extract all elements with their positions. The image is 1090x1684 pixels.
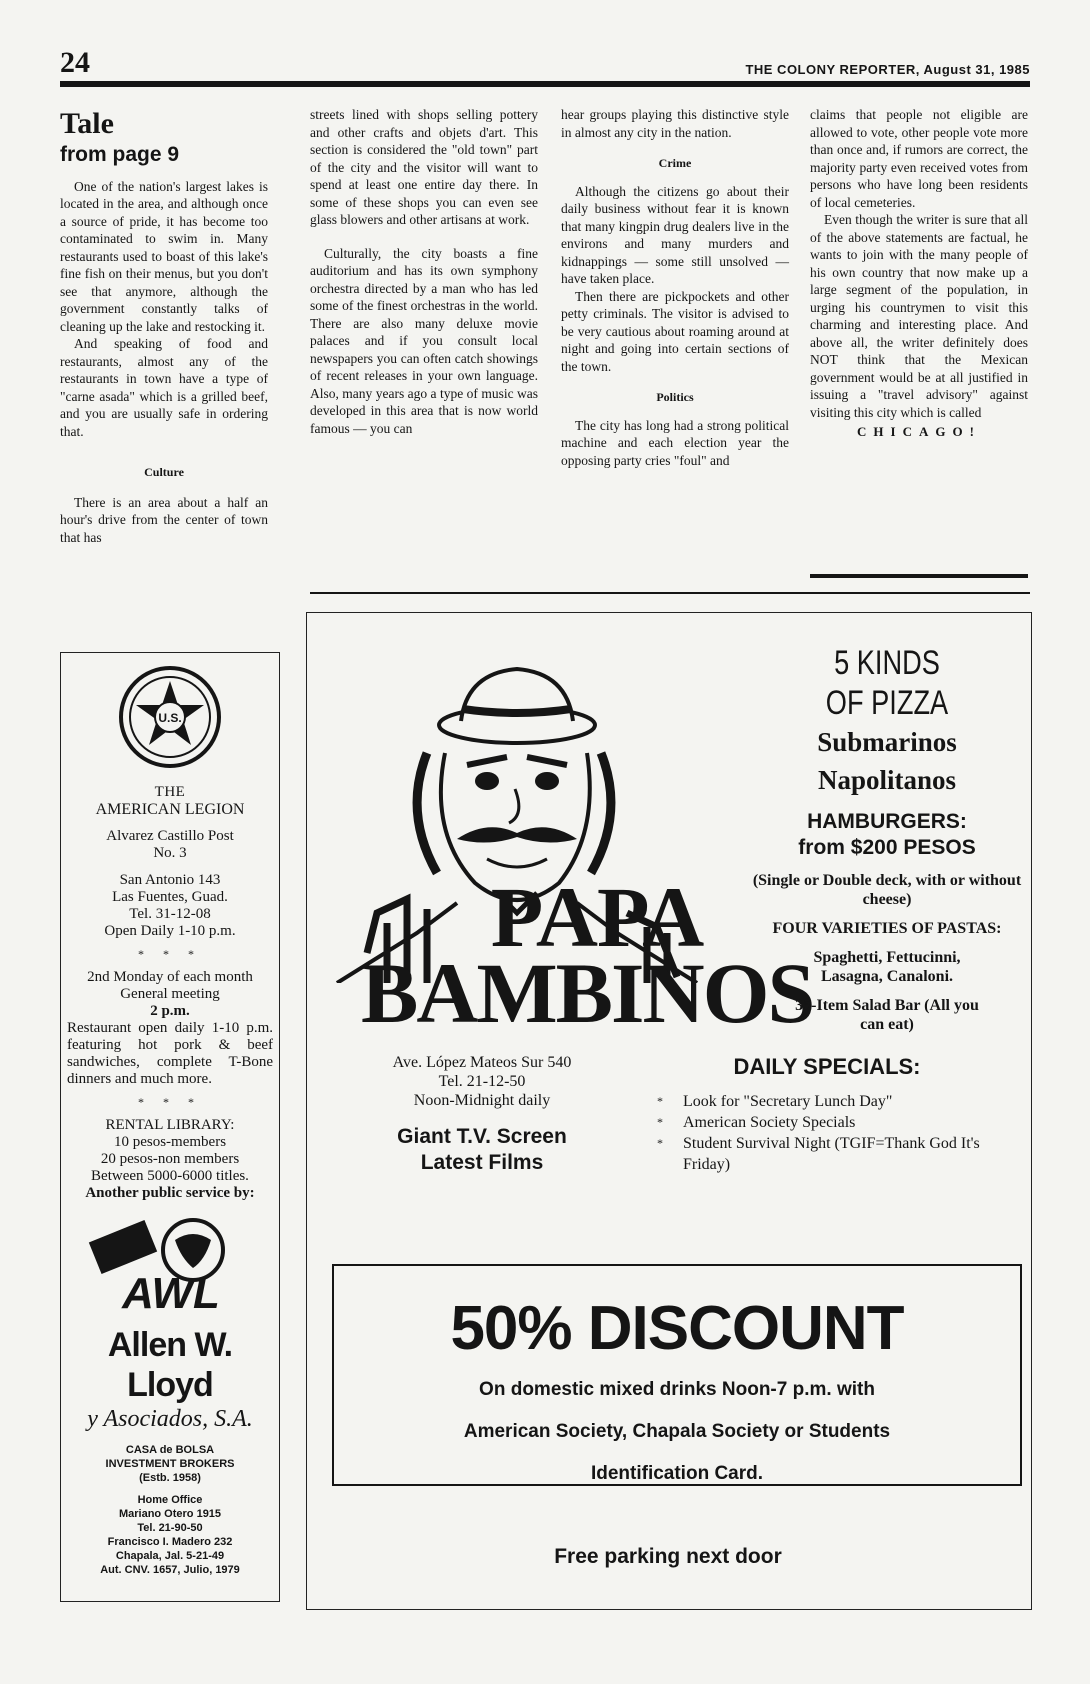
investment-brokers: INVESTMENT BROKERS [105,1458,235,1470]
paragraph: Culturally, the city boasts a fine auditorium and has its own symphony orchestra directed by a man who has led some of the finest orchestras in the world. There are also many deluxe movie palaces and if you consult local newspapers you can often catch showings of recent releases in your own language. Also, many years ago a type of music was developed in this area that is now world famous — you can [310,245,538,436]
pasta-list: Spaghetti, Fettucinni, Lasagna, Canaloni. [813,949,961,985]
legion-meeting-time: 2 p.m. [150,1003,190,1019]
hamburgers-price: from $200 PESOS [798,836,976,859]
restaurant-address-block [347,1053,617,1176]
lloyd-address-2: Francisco I. Madero 232 [107,1536,233,1548]
legion-rental-titles: Between 5000-6000 titles. [91,1168,249,1184]
legion-rental-title: RENTAL LIBRARY: [105,1117,235,1133]
home-office: Home Office [137,1494,203,1506]
giant-tv-screen: Giant T.V. Screen [397,1125,567,1148]
section-heading-culture: Culture [144,465,184,479]
allen-w-lloyd-name: Allen W. Lloyd [107,1326,233,1404]
discount-title: 50% DISCOUNT [450,1294,904,1363]
svg-text:U.S.: U.S. [158,711,182,725]
legion-meeting-type: General meeting [120,986,220,1002]
legion-hours: Open Daily 1-10 p.m. [104,923,236,939]
article-closing: CHICAGO! [857,424,981,439]
column-end-rule [810,574,1028,578]
legion-public-service: Another public service by: [85,1185,255,1201]
lloyd-phone-1: Tel. 21-90-50 [137,1522,203,1534]
legion-address-city: Las Fuentes, Guad. [112,889,228,905]
american-legion-seal-icon [118,665,222,769]
paragraph: The city has long had a strong political machine and each election year the opposing party cries "foul" and [561,417,789,468]
top-rule [60,81,1030,87]
legion-title-line2: AMERICAN LEGION [95,801,245,818]
legion-phone: Tel. 31-12-08 [129,906,211,922]
lloyd-asociados: y Asociados, S.A. [87,1406,253,1432]
paragraph: There is an area about a half an hour's drive from the center of town that has [60,494,268,545]
latest-films: Latest Films [420,1151,544,1174]
paragraph: streets lined with shops selling pottery and other crafts and objets d'art. This section is considered the "old town" part of the city and the visitor will want to spend at least one entire day there. In some of these shops you can even see glass blowers and other artisans at work. [310,107,538,227]
pizza-kinds-line1: 5 KINDS [834,644,940,682]
pizza-kinds-line2: OF PIZZA [825,684,949,722]
paragraph: One of the nation's largest lakes is located in the area, and although once a source of pride, it has become too contaminated to swim in. Many restaurants used to boast of this lake's fine fish on their menus, but you don't see that anymore, although the government constantly talks of cleaning up the lake and restocking it. [60,178,268,334]
papa-bambinos-logo-line1: PAPA [490,869,704,965]
article-column-2 [310,106,538,437]
discount-line-3: Identification Card. [590,1463,764,1484]
hamburgers: HAMBURGERS: [807,810,967,833]
american-legion-ad [60,652,280,1602]
submarinos: Submarinos [817,727,957,757]
daily-specials-list [637,1091,1017,1175]
napolitanos: Napolitanos [817,765,957,795]
paragraph: And speaking of food and restaurants, almost any of the restaurants in town have a type of "carne asada" which is a grilled beef, and you are usually safe in ordering that. [60,336,268,439]
list-item: * American Society Specials [657,1112,1017,1133]
salad-bar: 35-Item Salad Bar (All you can eat) [795,997,979,1033]
lloyd-address-1: Mariano Otero 1915 [118,1508,222,1520]
section-heading-politics: Politics [656,390,694,404]
free-parking: Free parking next door [554,1545,782,1568]
article-subtitle: from page 9 [60,143,180,166]
article-column-4 [810,106,1028,441]
discount-line-2: American Society, Chapala Society or Students [463,1421,891,1442]
article-column-3 [561,106,789,469]
pizza-menu [752,643,1022,1034]
legion-title-line1: THE [154,784,186,800]
legion-post: Alvarez Castillo Post [106,828,234,844]
legion-restaurant: Restaurant open daily 1-10 p.m. featuring hot pork & beef sandwiches, complete T-Bone dinners and much more. [67,1020,273,1087]
daily-specials-title: DAILY SPECIALS: [733,1054,921,1079]
established-year: (Estb. 1958) [139,1472,201,1484]
pasta-varieties: FOUR VARIETIES OF PASTAS: [772,920,1002,937]
paragraph: Although the citizens go about their daily business without fear it is known that many kingpin drug dealers live in the environs and many murders and kidnappings — some still unsolved — have taken place. [561,183,789,286]
awl-logo-icon [75,1210,265,1320]
list-item: * Student Survival Night (TGIF=Thank God It's Friday) [657,1133,1017,1175]
restaurant-address: Ave. López Mateos Sur 540 [392,1054,572,1071]
masthead: THE COLONY REPORTER, August 31, 1985 [745,62,1030,77]
list-item: * Look for "Secretary Lunch Day" [657,1091,1017,1112]
separator: * * * [138,1095,202,1109]
article-column-1 [60,106,268,546]
paragraph: hear groups playing this distinctive style in almost any city in the nation. [561,107,789,140]
legion-rental-nonmembers: 20 pesos-non members [100,1151,240,1167]
legion-rental-members: 10 pesos-members [113,1134,227,1150]
discount-box [332,1264,1022,1486]
separator: * * * [138,947,202,961]
awl-logo-text: AWL [122,1269,220,1318]
section-divider [310,592,1030,594]
section-heading-crime: Crime [658,156,692,170]
casa-de-bolsa: CASA de BOLSA [125,1444,215,1456]
legion-address: San Antonio 143 [119,872,221,888]
restaurant-phone: Tel. 21-12-50 [438,1073,526,1090]
article-title: Tale [60,107,114,140]
discount-line-1: On domestic mixed drinks Noon-7 p.m. with [479,1379,875,1400]
paragraph: Then there are pickpockets and other petty criminals. The visitor is advised to be very cautious about roaming around at night and going into certain sections of the town. [561,288,789,374]
page-number: 24 [60,46,90,79]
hamburger-options: (Single or Double deck, with or without cheese) [752,872,1022,908]
paragraph: claims that people not eligible are allowed to vote, other people vote more than once and, if rumors are correct, the majority party even received votes from persons who have long been residents of local cemeteries. [810,107,1028,210]
daily-specials-block [637,1053,1017,1175]
legion-post-number: No. 3 [153,845,187,861]
restaurant-hours: Noon-Midnight daily [413,1092,551,1109]
lloyd-cnv: Aut. CNV. 1657, Julio, 1979 [100,1564,240,1576]
paragraph: Even though the writer is sure that all of the above statements are factual, he wants to join with the many people of his own country that now make up a large segment of the population, in urging his countrymen to visit this charming and interesting place. And above all, the writer definitely does NOT think that the Mexican government would be at all justified in issuing a "travel advisory" against visiting this city which is called [810,212,1028,420]
papa-bambinos-logo-line2: BAMBINOS [361,945,814,1041]
legion-meeting: 2nd Monday of each month [87,969,253,985]
lloyd-address-3: Chapala, Jal. 5-21-49 [115,1550,225,1562]
